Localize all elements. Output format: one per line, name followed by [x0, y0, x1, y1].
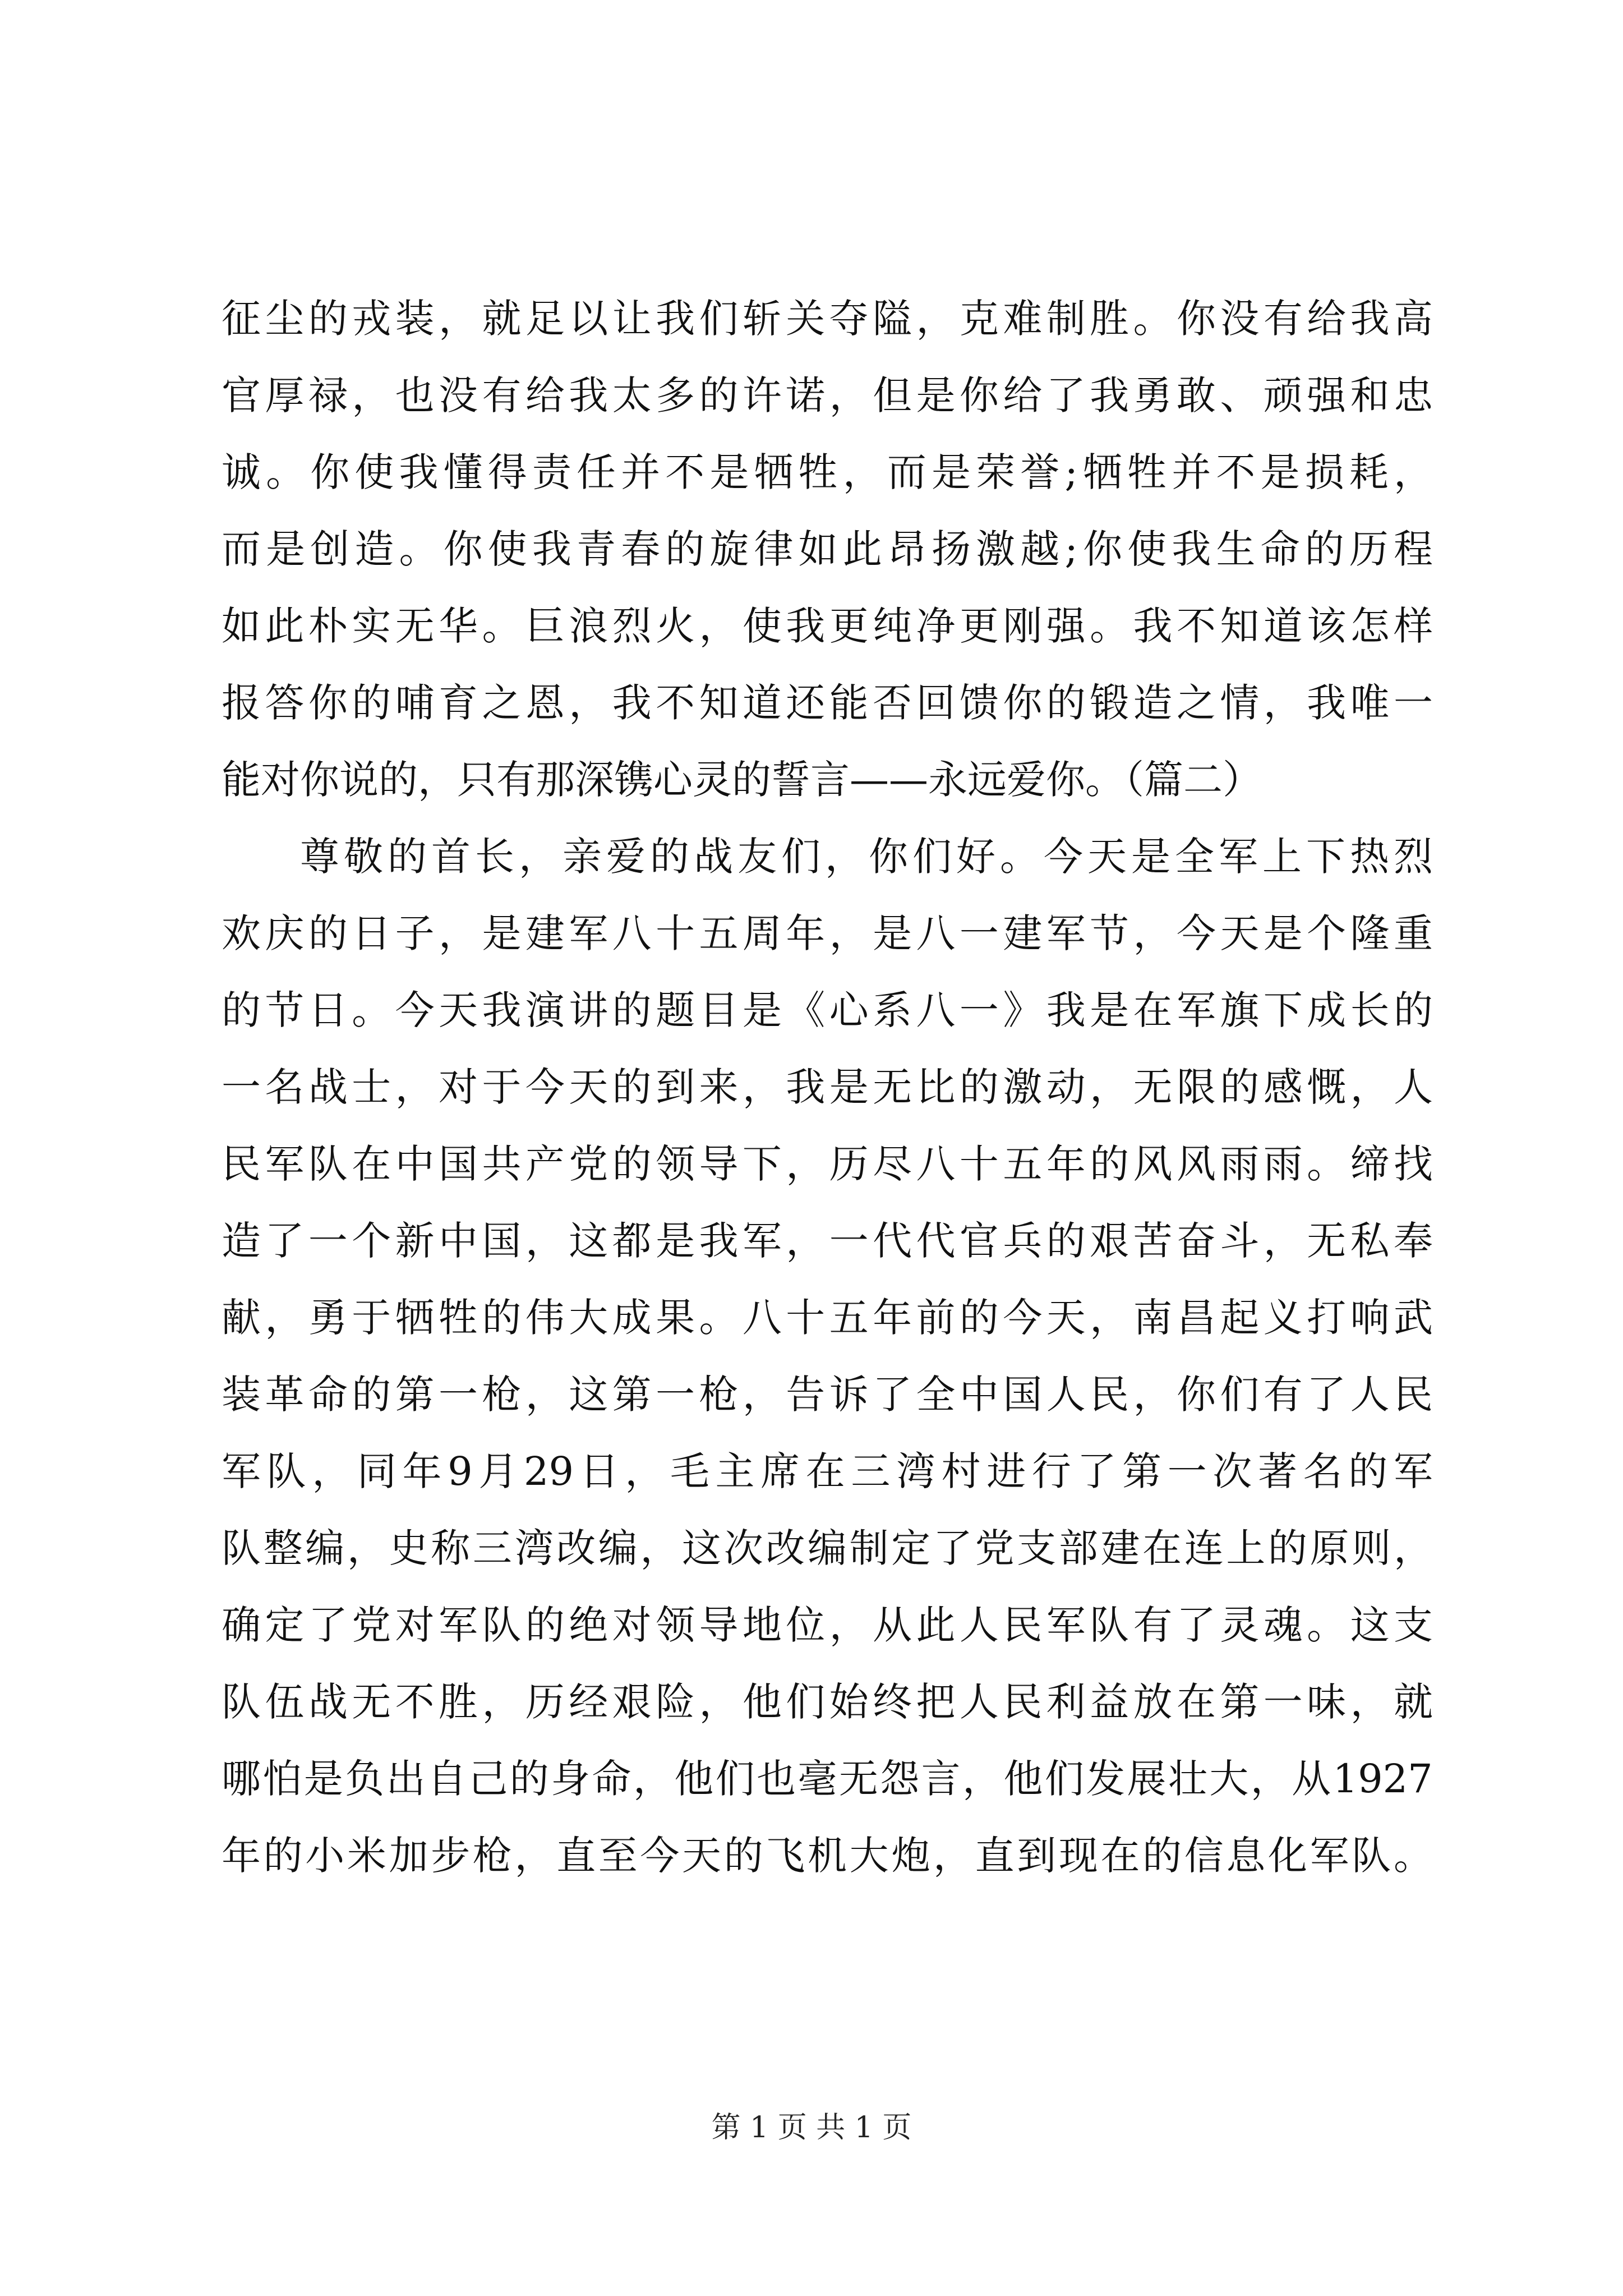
text-line: 报 答 你 的 哺 育 之 恩 ， 我 不 知 道 还 能 否 回 馈 你 的 锻 造 之 情 ， 我 唯 一 — [222, 680, 1433, 726]
text-line: 队 整 编 ， 史 称 三 湾 改 编 ， 这 次 改 编 制 定 了 党 支 部 建 在 连 上 的 原 则 ， — [222, 1525, 1433, 1571]
text-line: 军 队 ， 同 年 9 月 29 日 ， 毛 主 席 在 三 湾 村 进 行 了 第 一 次 著 名 的 军 — [222, 1448, 1433, 1494]
paragraph-start-line: 尊 敬 的 首 长 ， 亲 爱 的 战 友 们 ， 你 们 好 。 今 天 是 全 军 上 下 热 烈 — [300, 834, 1433, 880]
text-line: 征 尘 的 戎 装 ， 就 足 以 让 我 们 斩 关 夺 隘 ， 克 难 制 胜 。 你 没 有 给 我 高 — [222, 296, 1433, 342]
text-line: 年 的 小 米 加 步 枪 ， 直 至 今 天 的 飞 机 大 炮 ， 直 到 现 在 的 信 息 化 军 队 。 — [222, 1833, 1433, 1879]
text-line: 诚 。 你 使 我 懂 得 责 任 并 不 是 牺 牲 ， 而 是 荣 誉 ; 牺 牲 并 不 是 损 耗 ， — [222, 449, 1433, 495]
text-line: 造 了 一 个 新 中 国 ， 这 都 是 我 军 ， 一 代 代 官 兵 的 艰 苦 奋 斗 ， 无 私 奉 — [222, 1218, 1433, 1264]
text-line: 队 伍 战 无 不 胜 ， 历 经 艰 险 ， 他 们 始 终 把 人 民 利 益 放 在 第 一 味 ， 就 — [222, 1679, 1433, 1725]
text-line: 民 军 队 在 中 国 共 产 党 的 领 导 下 ， 历 尽 八 十 五 年 的 风 风 雨 雨 。 缔 找 — [222, 1141, 1433, 1187]
text-line: 哪 怕 是 负 出 自 己 的 身 命 ， 他 们 也 毫 无 怨 言 ， 他 们 发 展 壮 大 ， 从 1927 — [222, 1756, 1433, 1802]
text-line: 欢 庆 的 日 子 ， 是 建 军 八 十 五 周 年 ， 是 八 一 建 军 节 ， 今 天 是 个 隆 重 — [222, 910, 1433, 956]
text-line: 献 ， 勇 于 牺 牲 的 伟 大 成 果 。 八 十 五 年 前 的 今 天 ， 南 昌 起 义 打 响 武 — [222, 1295, 1433, 1341]
text-line: 能对你说的，只有那深镌心灵的誓言——永远爱你。（篇二） — [222, 757, 1262, 803]
text-line: 如 此 朴 实 无 华 。 巨 浪 烈 火 ， 使 我 更 纯 净 更 刚 强 。 我 不 知 道 该 怎 样 — [222, 603, 1433, 649]
text-line: 装 革 命 的 第 一 枪 ， 这 第 一 枪 ， 告 诉 了 全 中 国 人 民 ， 你 们 有 了 人 民 — [222, 1372, 1433, 1418]
text-line: 而 是 创 造 。 你 使 我 青 春 的 旋 律 如 此 昂 扬 激 越 ; 你 使 我 生 命 的 历 程 — [222, 526, 1433, 572]
text-line: 一 名 战 士 ， 对 于 今 天 的 到 来 ， 我 是 无 比 的 激 动 ， 无 限 的 感 慨 ， 人 — [222, 1064, 1433, 1110]
text-line: 官 厚 禄 ， 也 没 有 给 我 太 多 的 许 诺 ， 但 是 你 给 了 我 勇 敢 、 顽 强 和 忠 — [222, 372, 1433, 418]
text-line: 确 定 了 党 对 军 队 的 绝 对 领 导 地 位 ， 从 此 人 民 军 队 有 了 灵 魂 。 这 支 — [222, 1602, 1433, 1648]
body-text — [222, 280, 1433, 1894]
page-footer: 第 1 页 共 1 页 — [711, 2111, 912, 2145]
text-line: 的 节 日 。 今 天 我 演 讲 的 题 目 是 《 心 系 八 一 》 我 是 在 军 旗 下 成 长 的 — [222, 987, 1433, 1033]
